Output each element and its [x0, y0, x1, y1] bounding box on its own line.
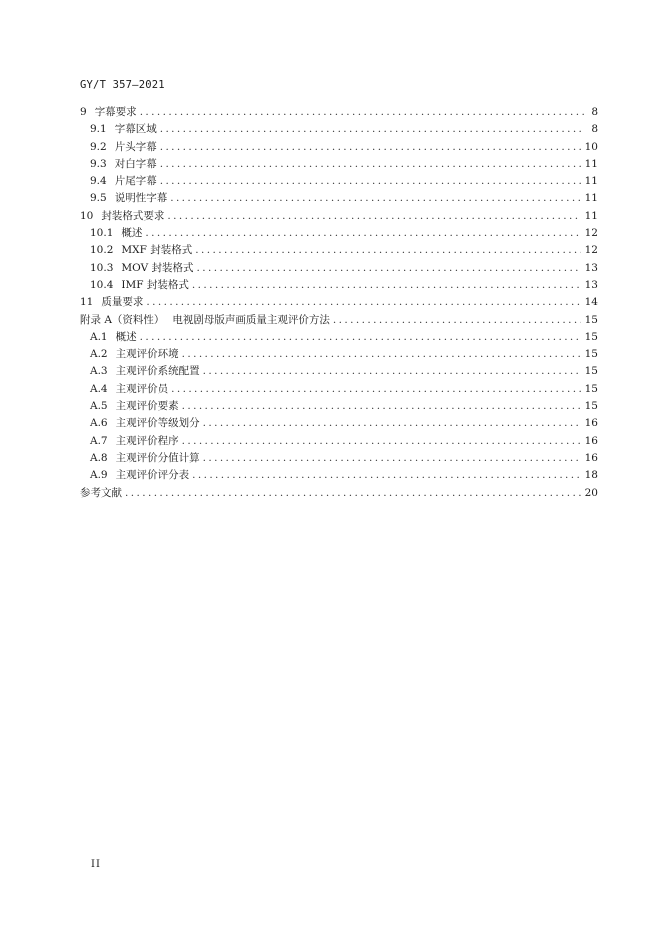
toc-entry-page: 11 — [584, 192, 598, 205]
toc-entry[interactable] — [80, 104, 598, 121]
toc-entry-number: A.8 — [90, 451, 108, 464]
toc-entry[interactable] — [80, 467, 598, 484]
toc-entry-title: 主观评价员 — [115, 382, 169, 395]
toc-entry-title: 对白字幕 — [114, 157, 157, 170]
toc-entry-title: 概述 — [115, 330, 137, 343]
toc-entry-number: 9.1 — [90, 123, 107, 136]
toc-entry-number: 10.4 — [90, 278, 114, 291]
toc-dot-leader — [160, 121, 584, 138]
toc-dot-leader — [140, 329, 581, 346]
toc-entry[interactable] — [80, 121, 598, 138]
toc-dot-leader — [197, 260, 581, 277]
toc-entry[interactable] — [80, 450, 598, 467]
toc-dot-leader — [203, 415, 581, 432]
toc-dot-leader — [146, 294, 580, 311]
toc-entry-page: 10 — [584, 140, 598, 153]
toc-entry-title: 电视剧母版声画质量主观评价方法 — [172, 313, 330, 326]
toc-entry[interactable] — [80, 156, 598, 173]
toc-entry-number: A.5 — [90, 400, 108, 413]
toc-dot-leader — [167, 208, 580, 225]
toc-entry-number: A.4 — [90, 382, 108, 395]
toc-dot-leader — [192, 277, 581, 294]
toc-entry-page: 15 — [584, 365, 598, 378]
toc-entry-title: 主观评价环境 — [115, 348, 179, 361]
toc-dot-leader — [125, 485, 581, 502]
table-of-contents — [80, 104, 598, 502]
toc-entry-number: 10 — [80, 209, 94, 222]
page-number: II — [91, 859, 101, 870]
toc-entry-page: 11 — [584, 175, 598, 188]
toc-entry-number: 10.2 — [90, 244, 114, 257]
toc-dot-leader — [192, 467, 581, 484]
toc-entry-page: 11 — [584, 209, 598, 222]
toc-entry[interactable] — [80, 346, 598, 363]
toc-entry-page: 20 — [584, 486, 598, 499]
toc-dot-leader — [160, 139, 581, 156]
toc-entry-number: A.6 — [90, 417, 108, 430]
toc-entry-page: 15 — [584, 400, 598, 413]
toc-dot-leader — [203, 363, 581, 380]
toc-entry-title: 主观评价分值计算 — [115, 451, 200, 464]
toc-dot-leader — [160, 173, 581, 190]
toc-entry[interactable] — [80, 294, 598, 311]
toc-entry-number: 10.3 — [90, 261, 114, 274]
toc-entry[interactable] — [80, 208, 598, 225]
toc-entry-page: 8 — [591, 106, 598, 118]
toc-dot-leader — [140, 104, 584, 121]
toc-dot-leader — [203, 450, 581, 467]
toc-entry-number: 11 — [80, 296, 94, 309]
toc-entry[interactable] — [80, 363, 598, 380]
toc-dot-leader — [170, 190, 580, 207]
toc-entry[interactable] — [80, 329, 598, 346]
toc-entry-title: 主观评价程序 — [115, 434, 179, 447]
standard-code-header: GY/T 357—2021 — [80, 79, 165, 91]
toc-entry[interactable] — [80, 485, 598, 502]
toc-dot-leader — [171, 381, 581, 398]
toc-entry-number: A.3 — [90, 365, 108, 378]
toc-entry[interactable] — [80, 398, 598, 415]
toc-dot-leader — [160, 156, 581, 173]
toc-entry-title: 质量要求 — [101, 296, 144, 309]
toc-entry-title: 主观评价评分表 — [115, 469, 190, 482]
toc-entry-title: 说明性字幕 — [114, 192, 168, 205]
toc-entry-page: 12 — [584, 227, 598, 240]
toc-entry-page: 13 — [584, 278, 598, 291]
toc-entry-number: A.1 — [90, 330, 108, 343]
toc-entry[interactable] — [80, 433, 598, 450]
toc-dot-leader — [182, 433, 581, 450]
toc-entry-number: 9.5 — [90, 192, 107, 205]
toc-entry[interactable] — [80, 242, 598, 259]
toc-entry[interactable] — [80, 277, 598, 294]
toc-dot-leader — [145, 225, 580, 242]
toc-entry-title: 主观评价系统配置 — [115, 365, 200, 378]
toc-entry-page: 18 — [584, 469, 598, 482]
toc-entry-title: 片尾字幕 — [114, 175, 157, 188]
toc-entry-page: 11 — [584, 157, 598, 170]
toc-entry-page: 15 — [584, 382, 598, 395]
toc-entry-title: MOV 封装格式 — [121, 261, 194, 274]
toc-entry-page: 15 — [584, 348, 598, 361]
toc-entry-page: 8 — [591, 123, 598, 136]
toc-entry[interactable] — [80, 415, 598, 432]
toc-entry-number: A.2 — [90, 348, 108, 361]
toc-entry-title: 封装格式要求 — [101, 209, 165, 222]
toc-entry-title: IMF 封装格式 — [121, 278, 189, 291]
toc-entry-title: 字幕要求 — [94, 106, 137, 118]
toc-entry-number: 9.4 — [90, 175, 107, 188]
toc-entry-title: 字幕区域 — [114, 123, 157, 136]
toc-dot-leader — [182, 346, 581, 363]
toc-entry-title: MXF 封装格式 — [121, 244, 193, 257]
toc-entry[interactable] — [80, 381, 598, 398]
toc-entry-page: 16 — [584, 434, 598, 447]
toc-entry-number: 9.2 — [90, 140, 107, 153]
toc-entry-title: 主观评价等级划分 — [115, 417, 200, 430]
toc-entry[interactable] — [80, 190, 598, 207]
toc-entry[interactable] — [80, 225, 598, 242]
toc-entry[interactable] — [80, 173, 598, 190]
toc-dot-leader — [333, 312, 581, 329]
toc-entry-page: 16 — [584, 417, 598, 430]
toc-entry-number: 9.3 — [90, 157, 107, 170]
toc-entry-page: 15 — [584, 330, 598, 343]
toc-dot-leader — [182, 398, 581, 415]
toc-entry-page: 16 — [584, 451, 598, 464]
toc-entry-page: 15 — [584, 313, 598, 326]
toc-entry[interactable] — [80, 260, 598, 277]
toc-dot-leader — [195, 242, 580, 259]
toc-entry-number: 附录 A（资料性） — [80, 313, 165, 326]
toc-entry-number: 10.1 — [90, 227, 114, 240]
toc-entry-number: A.7 — [90, 434, 108, 447]
toc-entry[interactable] — [80, 139, 598, 156]
toc-entry-page: 12 — [584, 244, 598, 257]
toc-entry-number: A.9 — [90, 469, 108, 482]
toc-entry[interactable] — [80, 312, 598, 329]
toc-entry-title: 主观评价要素 — [115, 400, 179, 413]
toc-entry-title: 参考文献 — [80, 486, 122, 499]
toc-entry-page: 14 — [584, 296, 598, 309]
toc-entry-number: 9 — [80, 106, 87, 118]
toc-entry-page: 13 — [584, 261, 598, 274]
toc-entry-title: 片头字幕 — [114, 140, 157, 153]
toc-entry-title: 概述 — [121, 227, 143, 240]
